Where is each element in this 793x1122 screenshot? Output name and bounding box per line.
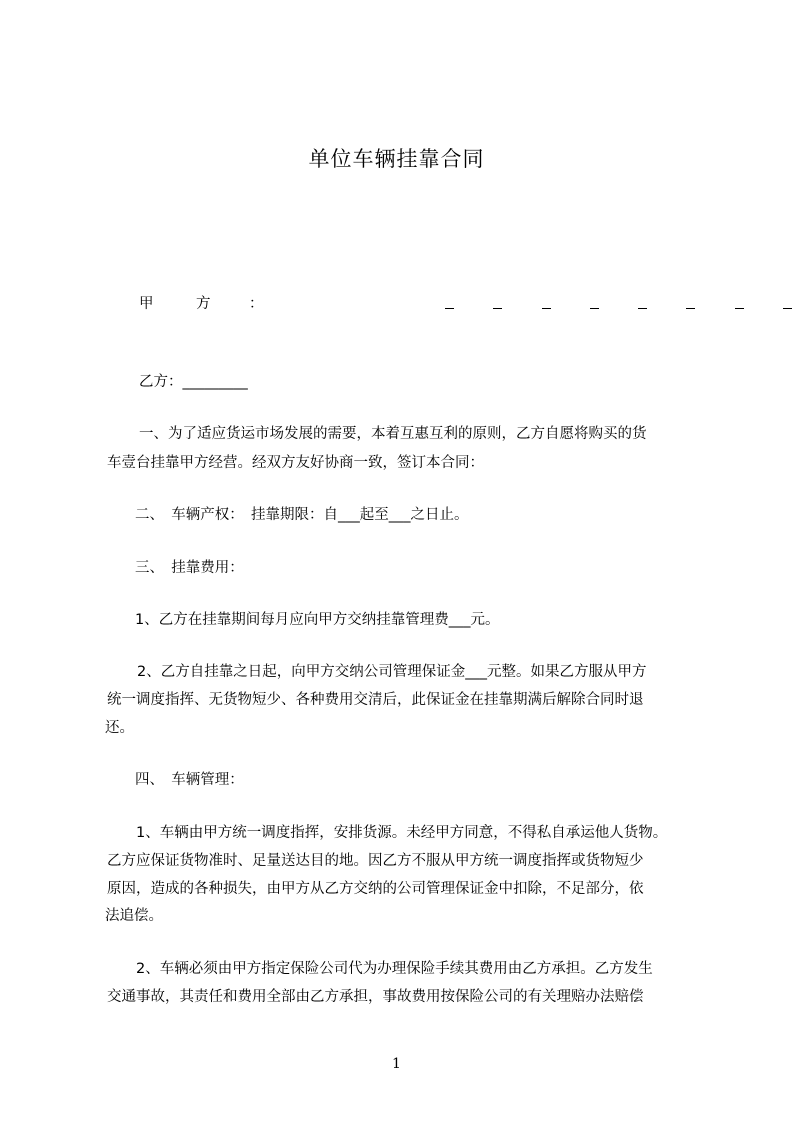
blank-mark <box>493 308 502 309</box>
party-b-line: 乙方：_________ <box>139 374 248 390</box>
clause-2-heading: 二、 车辆产权： 挂靠期限：自___起至___之日止。 <box>135 507 469 523</box>
party-a-blank-field <box>445 292 793 312</box>
clause-3-heading: 三、 挂靠费用： <box>135 560 244 576</box>
clause-4-item-2-line-2: 交通事故，其责任和费用全部由乙方承担，事故费用按保险公司的有关理赔办法赔偿 <box>107 989 644 1005</box>
clause-4-item-1-line-4: 法追偿。 <box>105 908 163 924</box>
blank-mark <box>686 308 695 309</box>
clause-3-item-2-line-1: 2、乙方自挂靠之日起，向甲方交纳公司管理保证金___元整。如果乙方服从甲方 <box>137 664 647 680</box>
clause-4-heading: 四、 车辆管理： <box>135 772 244 788</box>
blank-mark <box>445 308 454 309</box>
page-number: 1 <box>392 1056 401 1072</box>
clause-3-item-2-line-3: 还。 <box>105 720 134 736</box>
clause-4-item-1-line-2: 乙方应保证货物准时、足量送达目的地。因乙方不服从甲方统一调度指挥或货物短少 <box>107 853 644 869</box>
clause-3-item-2-line-2: 统一调度指挥、无货物短少、各种费用交清后，此保证金在挂靠期满后解除合同时退 <box>107 692 644 708</box>
party-a-line <box>139 292 704 314</box>
blank-mark <box>735 308 744 309</box>
party-a-label-1: 甲 <box>139 296 154 312</box>
clause-3-item-1: 1、乙方在挂靠期间每月应向甲方交纳挂靠管理费___元。 <box>135 612 500 628</box>
blank-mark <box>542 308 551 309</box>
blank-mark <box>783 308 792 309</box>
clause-1-line-1: 一、为了适应货运市场发展的需要，本着互惠互利的原则，乙方自愿将购买的货 <box>139 426 647 442</box>
party-a-label-2: 方 <box>196 296 211 312</box>
blank-mark <box>638 308 647 309</box>
party-a-colon: ： <box>249 296 264 312</box>
blank-mark <box>590 308 599 309</box>
clause-1-line-2: 车壹台挂靠甲方经营。经双方友好协商一致，签订本合同： <box>107 455 484 471</box>
clause-4-item-1-line-3: 原因，造成的各种损失，由甲方从乙方交纳的公司管理保证金中扣除，不足部分，依 <box>107 881 644 897</box>
clause-4-item-1-line-1: 1、车辆由甲方统一调度指挥，安排货源。未经甲方同意，不得私自承运他人货物。 <box>136 825 668 841</box>
clause-4-item-2-line-1: 2、车辆必须由甲方指定保险公司代为办理保险手续其费用由乙方承担。乙方发生 <box>136 961 653 977</box>
document-title: 单位车辆挂靠合同 <box>308 147 485 171</box>
